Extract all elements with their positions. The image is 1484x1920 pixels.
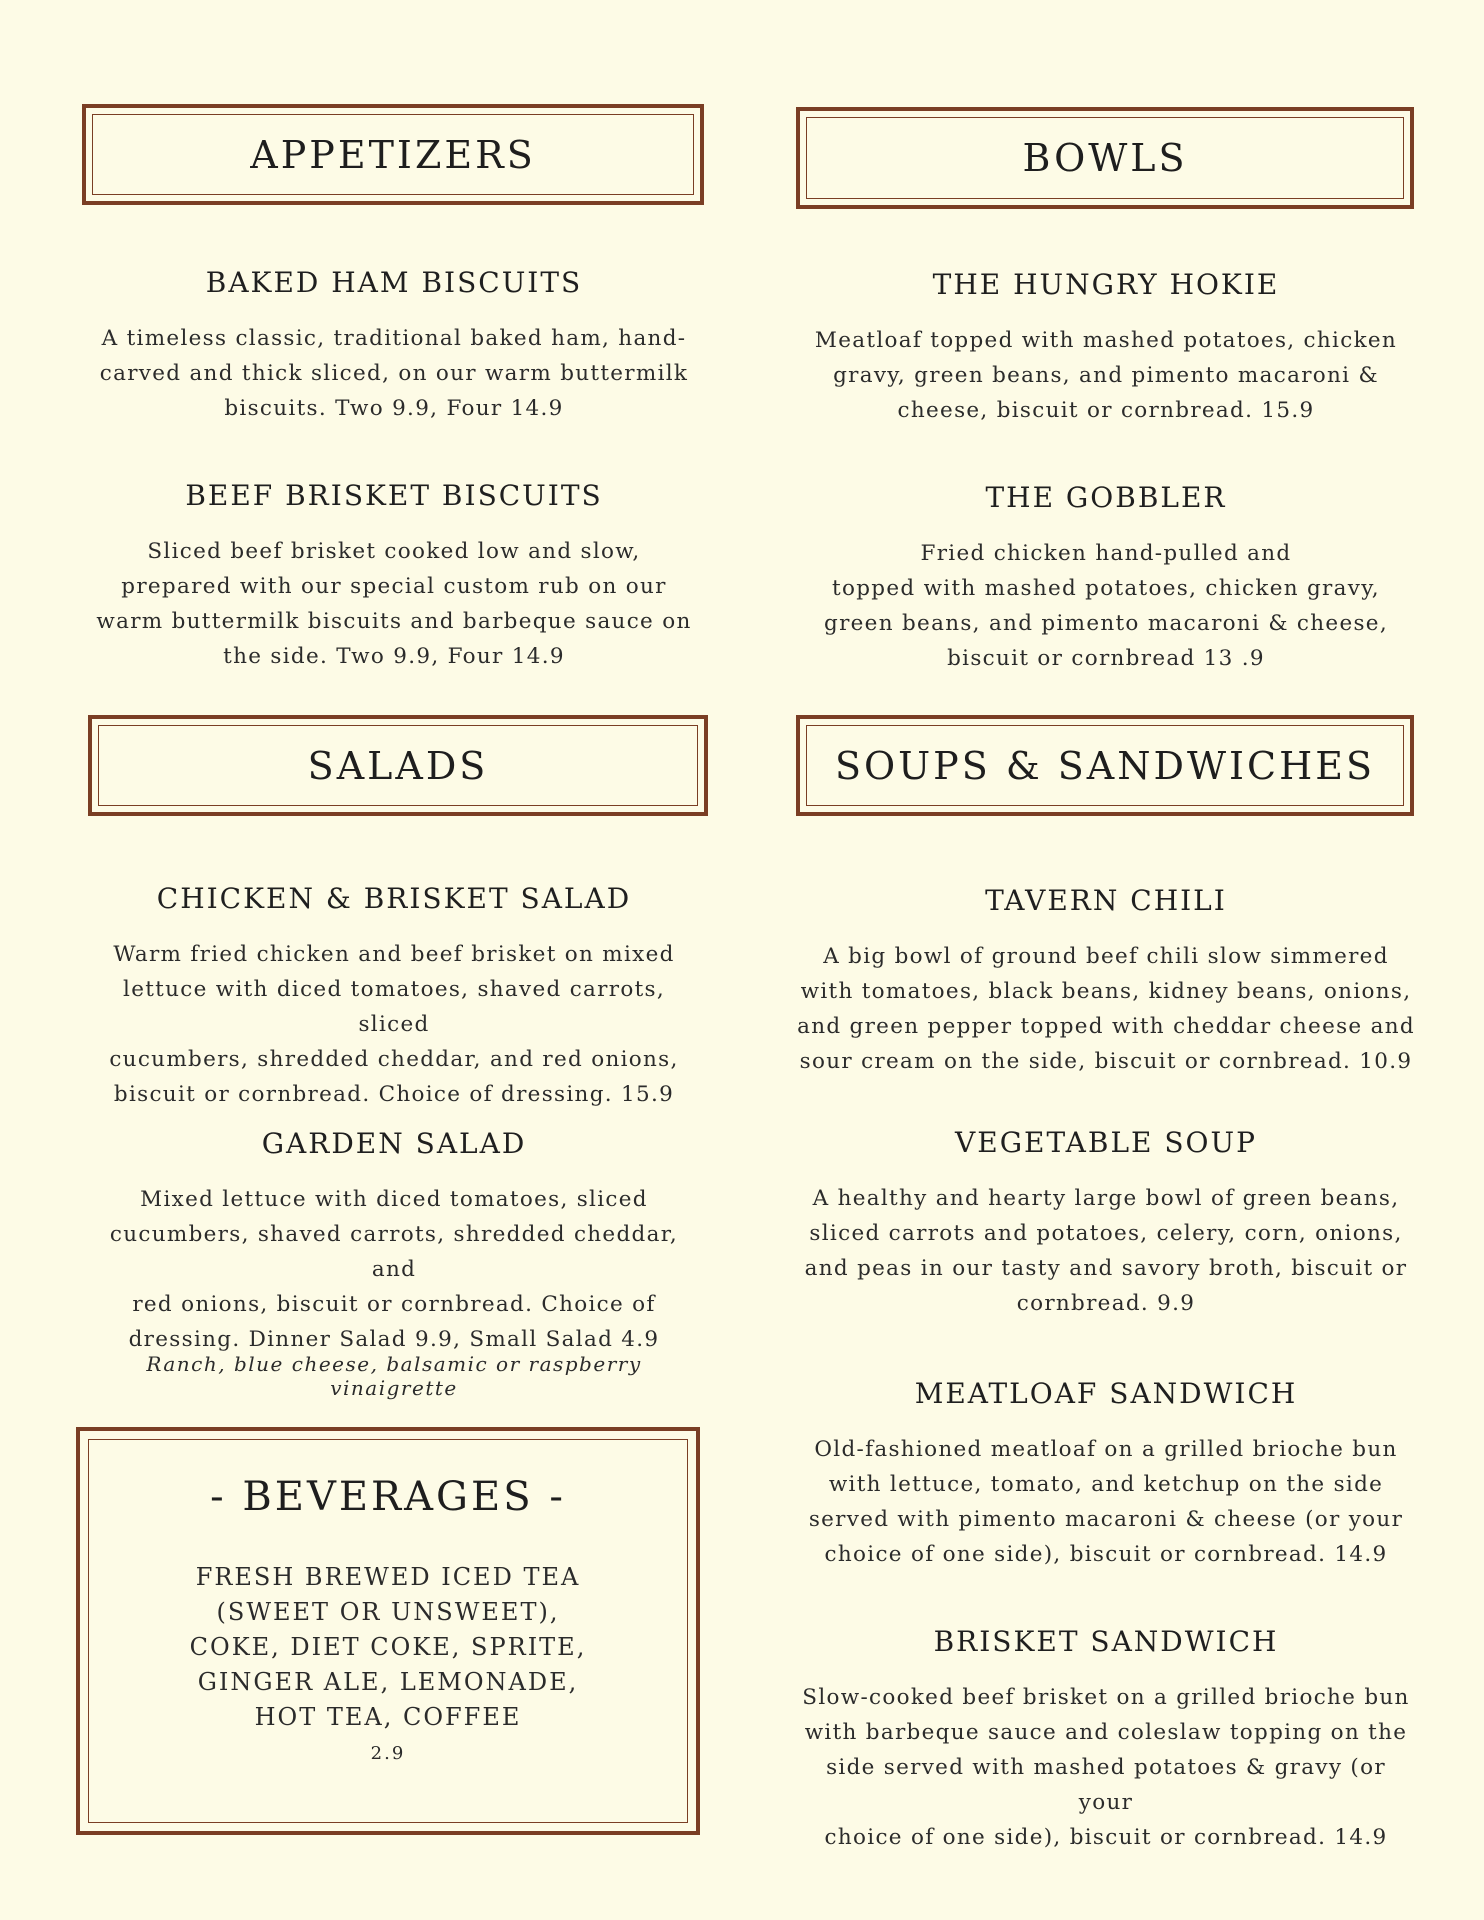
- beverages-inner: [88, 1439, 688, 1823]
- item-description: Meatloaf topped with mashed potatoes, chicken gravy, green beans, and pimento macaroni & cheese, biscuit or cornbread. 15.9: [814, 328, 1398, 423]
- menu-item-baked-ham-biscuits: [84, 266, 704, 426]
- item-title: TAVERN CHILI: [985, 884, 1227, 917]
- appetizers-header: APPETIZERS: [92, 114, 694, 195]
- item-description: A healthy and hearty large bowl of green beans, sliced carrots and potatoes, celery, corn, onions, and peas in our tasty and savory broth, biscuit or cornbread. 9.9: [804, 1186, 1408, 1316]
- menu-item-meatloaf-sandwich: [796, 1377, 1416, 1572]
- beverage-line: FRESH BREWED ICED TEA: [195, 1563, 581, 1591]
- soups-sandwiches-header: SOUPS & SANDWICHES: [806, 725, 1404, 806]
- beverage-line: (SWEET OR UNSWEET),: [216, 1598, 560, 1626]
- item-title: MEATLOAF SANDWICH: [914, 1377, 1298, 1410]
- beverage-line: GINGER ALE, LEMONADE,: [197, 1668, 579, 1696]
- menu-item-tavern-chili: [796, 884, 1416, 1079]
- salads-header: SALADS: [98, 725, 698, 806]
- item-description: A big bowl of ground beef chili slow simmered with tomatoes, black beans, kidney beans, onions, and green pepper topped with cheddar cheese and sour cream on the side, biscuit or cornbread. 10.9: [797, 944, 1415, 1074]
- menu-item-the-gobbler: [796, 481, 1416, 676]
- beverages-box: [76, 1427, 700, 1835]
- item-description: Slow-cooked beef brisket on a grilled brioche bun with barbeque sauce and coleslaw topping on the side served with mashed potatoes & gravy (or your choice of one side), biscuit or cornbread. 14.9: [802, 1685, 1410, 1850]
- item-title: VEGETABLE SOUP: [955, 1126, 1257, 1159]
- salads-header-box: [88, 715, 708, 816]
- item-title: THE HUNGRY HOKIE: [932, 268, 1280, 301]
- item-description: Fried chicken hand-pulled and topped with mashed potatoes, chicken gravy, green beans, and pimento macaroni & cheese, biscuit or cornbread 13 .9: [824, 541, 1388, 671]
- soups-sandwiches-header-box: [796, 715, 1414, 816]
- beverage-line: COKE, DIET COKE, SPRITE,: [189, 1633, 587, 1661]
- menu-item-chicken-brisket-salad: [84, 882, 704, 1112]
- item-description: Warm fried chicken and beef brisket on mixed lettuce with diced tomatoes, shaved carrots, sliced cucumbers, shredded cheddar, and red onions, biscuit or cornbread. Choice of dressing. 15.9: [109, 942, 679, 1107]
- item-title: BRISKET SANDWICH: [933, 1625, 1279, 1658]
- beverages-header: - BEVERAGES -: [210, 1474, 566, 1520]
- item-description: Mixed lettuce with diced tomatoes, sliced cucumbers, shaved carrots, shredded cheddar, and red onions, biscuit or cornbread. Choice of dressing. Dinner Salad 9.9, Small Salad 4.9: [109, 1187, 679, 1352]
- menu-item-garden-salad: [84, 1127, 704, 1357]
- item-description: A timeless classic, traditional baked ham, hand- carved and thick sliced, on our warm buttermilk biscuits. Two 9.9, Four 14.9: [99, 326, 689, 421]
- bowls-header: BOWLS: [806, 117, 1404, 199]
- menu-item-the-hungry-hokie: [796, 268, 1416, 428]
- appetizers-header-box: [82, 104, 704, 205]
- bowls-header-box: [796, 107, 1414, 209]
- menu-item-beef-brisket-biscuits: [84, 479, 704, 674]
- item-title: BEEF BRISKET BISCUITS: [185, 479, 603, 512]
- menu-item-brisket-sandwich: [796, 1625, 1416, 1855]
- item-title: GARDEN SALAD: [261, 1127, 527, 1160]
- menu-item-vegetable-soup: [796, 1126, 1416, 1321]
- beverages-price: 2.9: [370, 1743, 406, 1764]
- item-description: Old-fashioned meatloaf on a grilled brioche bun with lettuce, tomato, and ketchup on the side served with pimento macaroni & cheese (or your choice of one side), biscuit or cornbread. 14.9: [808, 1437, 1404, 1567]
- beverage-line: HOT TEA, COFFEE: [254, 1703, 522, 1731]
- item-title: BAKED HAM BISCUITS: [205, 266, 583, 299]
- item-title: THE GOBBLER: [985, 481, 1227, 514]
- item-description: Sliced beef brisket cooked low and slow, prepared with our special custom rub on our warm buttermilk biscuits and barbeque sauce on the side. Two 9.9, Four 14.9: [96, 539, 692, 669]
- item-title: CHICKEN & BRISKET SALAD: [156, 882, 632, 915]
- dressing-options: Ranch, blue cheese, balsamic or raspberry vinaigrette: [146, 1352, 642, 1400]
